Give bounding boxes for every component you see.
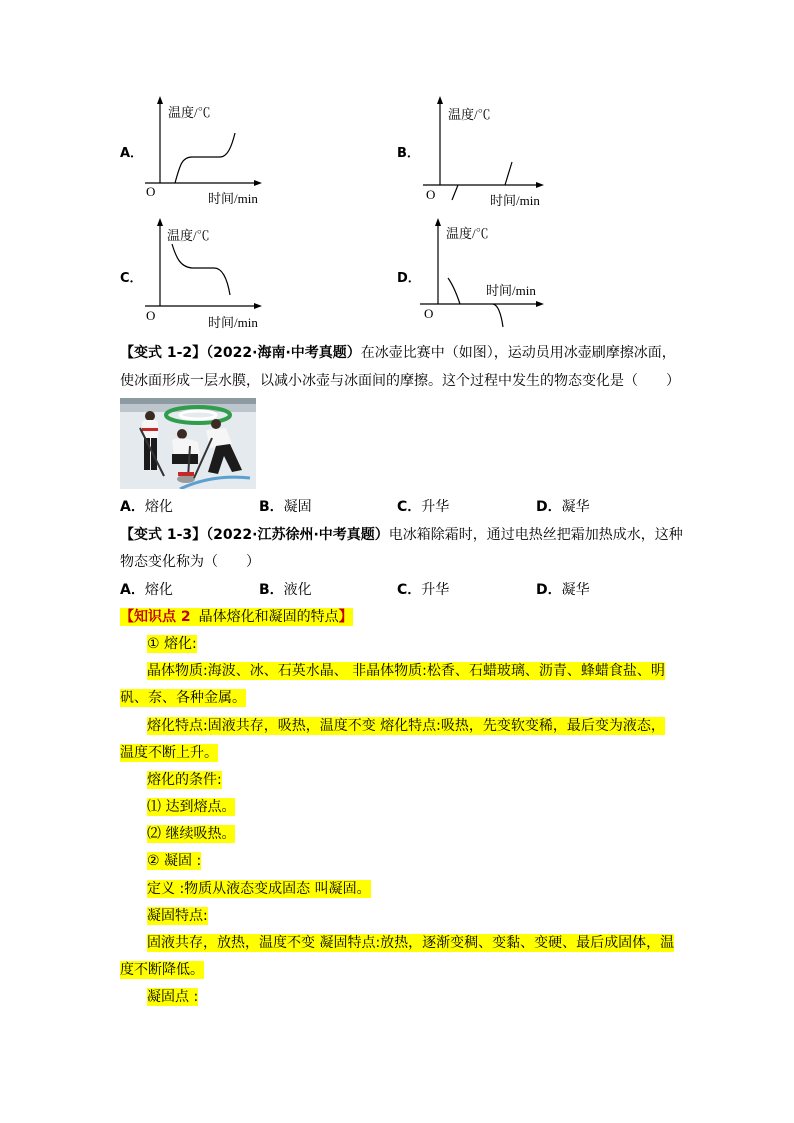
question-1-2-option-a: A．熔化: [120, 499, 173, 515]
x-axis-label: 时间/min: [490, 193, 540, 208]
y-axis-arrow: [157, 218, 163, 226]
knowledge-line: 矾、奈、各种金属。: [120, 690, 246, 706]
question-text: 电冰箱除霜时，通过电热丝把霜加热成水，这种: [388, 527, 683, 543]
knowledge-line: 度不断降低。: [120, 962, 204, 978]
knowledge-line: 熔化的条件:: [147, 772, 222, 788]
x-axis-label: 时间/min: [486, 283, 536, 298]
knowledge-line: ② 凝固 :: [147, 853, 202, 869]
graph-a-option-label: A．: [120, 146, 144, 161]
knowledge-line: 固液共存，放热，温度不变 凝固特点:放热，逐渐变稠、变黏、变硬、最后成固体，温: [147, 935, 675, 951]
graph-d: [418, 217, 548, 332]
question-1-3-option-a: A．熔化: [120, 582, 173, 598]
graph-c-curve: [172, 244, 230, 295]
question-1-3-option-c: C．升华: [397, 582, 450, 598]
knowledge-title: 晶体熔化和凝固的特点: [198, 609, 339, 625]
origin-label: O: [426, 187, 436, 202]
question-source: （2022·江苏徐州·中考真题）: [206, 527, 389, 543]
x-axis-label: 时间/min: [208, 191, 258, 206]
curling-photo: [120, 398, 256, 489]
y-axis-arrow: [437, 96, 443, 104]
question-1-2-option-b: B．凝固: [259, 499, 312, 515]
graph-d-curve-1: [448, 278, 460, 304]
knowledge-line: 温度不断上升。: [120, 745, 218, 761]
y-axis-arrow: [435, 218, 441, 226]
x-axis-arrow: [254, 303, 262, 309]
origin-label: O: [146, 184, 156, 199]
question-text: 在冰壶比赛中（如图），运动员用冰壶刷摩擦冰面，: [360, 345, 676, 361]
graph-c: [140, 217, 270, 332]
x-axis-label: 时间/min: [208, 315, 258, 330]
question-1-2-line-2: 使冰面形成一层水膜，以减小冰壶与冰面间的摩擦。这个过程中发生的物态变化是（ ）: [120, 373, 680, 389]
graph-d-option-label: D．: [397, 271, 421, 286]
knowledge-tag-close: 】: [338, 609, 353, 625]
knowledge-point-heading: [120, 607, 353, 627]
graph-a-curve: [175, 133, 235, 183]
knowledge-line: ⑴ 达到熔点。: [147, 799, 236, 815]
question-source: （2022·海南·中考真题）: [206, 345, 361, 361]
knowledge-line: 熔化特点:固液共存，吸热，温度不变 熔化特点:吸热，先变软变稀，最后变为液态，: [147, 718, 665, 734]
y-axis-label: 温度/℃: [448, 107, 491, 122]
y-axis-arrow: [157, 96, 163, 104]
question-1-3-option-d: D．凝华: [536, 582, 590, 598]
question-1-3-line-1: [120, 525, 683, 545]
question-1-2-option-d: D．凝华: [536, 499, 590, 515]
graph-a: [140, 95, 270, 210]
question-1-3-option-b: B．液化: [259, 582, 312, 598]
graph-b: [420, 95, 550, 210]
y-axis-label: 温度/℃: [167, 228, 210, 243]
origin-label: O: [424, 306, 434, 321]
x-axis-arrow: [536, 182, 544, 188]
knowledge-line: ① 熔化:: [147, 636, 197, 652]
x-axis-arrow: [254, 180, 262, 186]
origin-label: O: [146, 308, 156, 323]
y-axis-label: 温度/℃: [168, 105, 211, 120]
knowledge-tag-open: 【知识点 2: [120, 609, 191, 625]
graph-b-segment-2: [505, 162, 512, 185]
question-tag: 【变式 1-3】: [120, 527, 207, 543]
graph-d-curve-2: [493, 304, 503, 327]
graph-b-segment-1: [452, 185, 458, 200]
knowledge-line: 定义 :物质从液态变成固态 叫凝固。: [147, 881, 371, 897]
question-tag: 【变式 1-2】: [120, 345, 207, 361]
knowledge-line: 凝固特点:: [147, 908, 208, 924]
x-axis-arrow: [536, 301, 544, 307]
question-1-2-line-1: [120, 343, 676, 363]
graph-c-option-label: C．: [120, 271, 143, 286]
knowledge-line: ⑵ 继续吸热。: [147, 826, 236, 842]
question-1-3-line-2: 物态变化称为（ ）: [120, 554, 260, 570]
graph-b-option-label: B．: [397, 146, 420, 161]
y-axis-label: 温度/℃: [446, 226, 489, 241]
question-1-2-option-c: C．升华: [397, 499, 450, 515]
knowledge-line: 晶体物质:海波、冰、石英水晶、 非晶体物质:松香、石蜡玻璃、沥青、蜂蜡食盐、明: [147, 663, 665, 679]
knowledge-line: 凝固点 :: [147, 989, 199, 1005]
